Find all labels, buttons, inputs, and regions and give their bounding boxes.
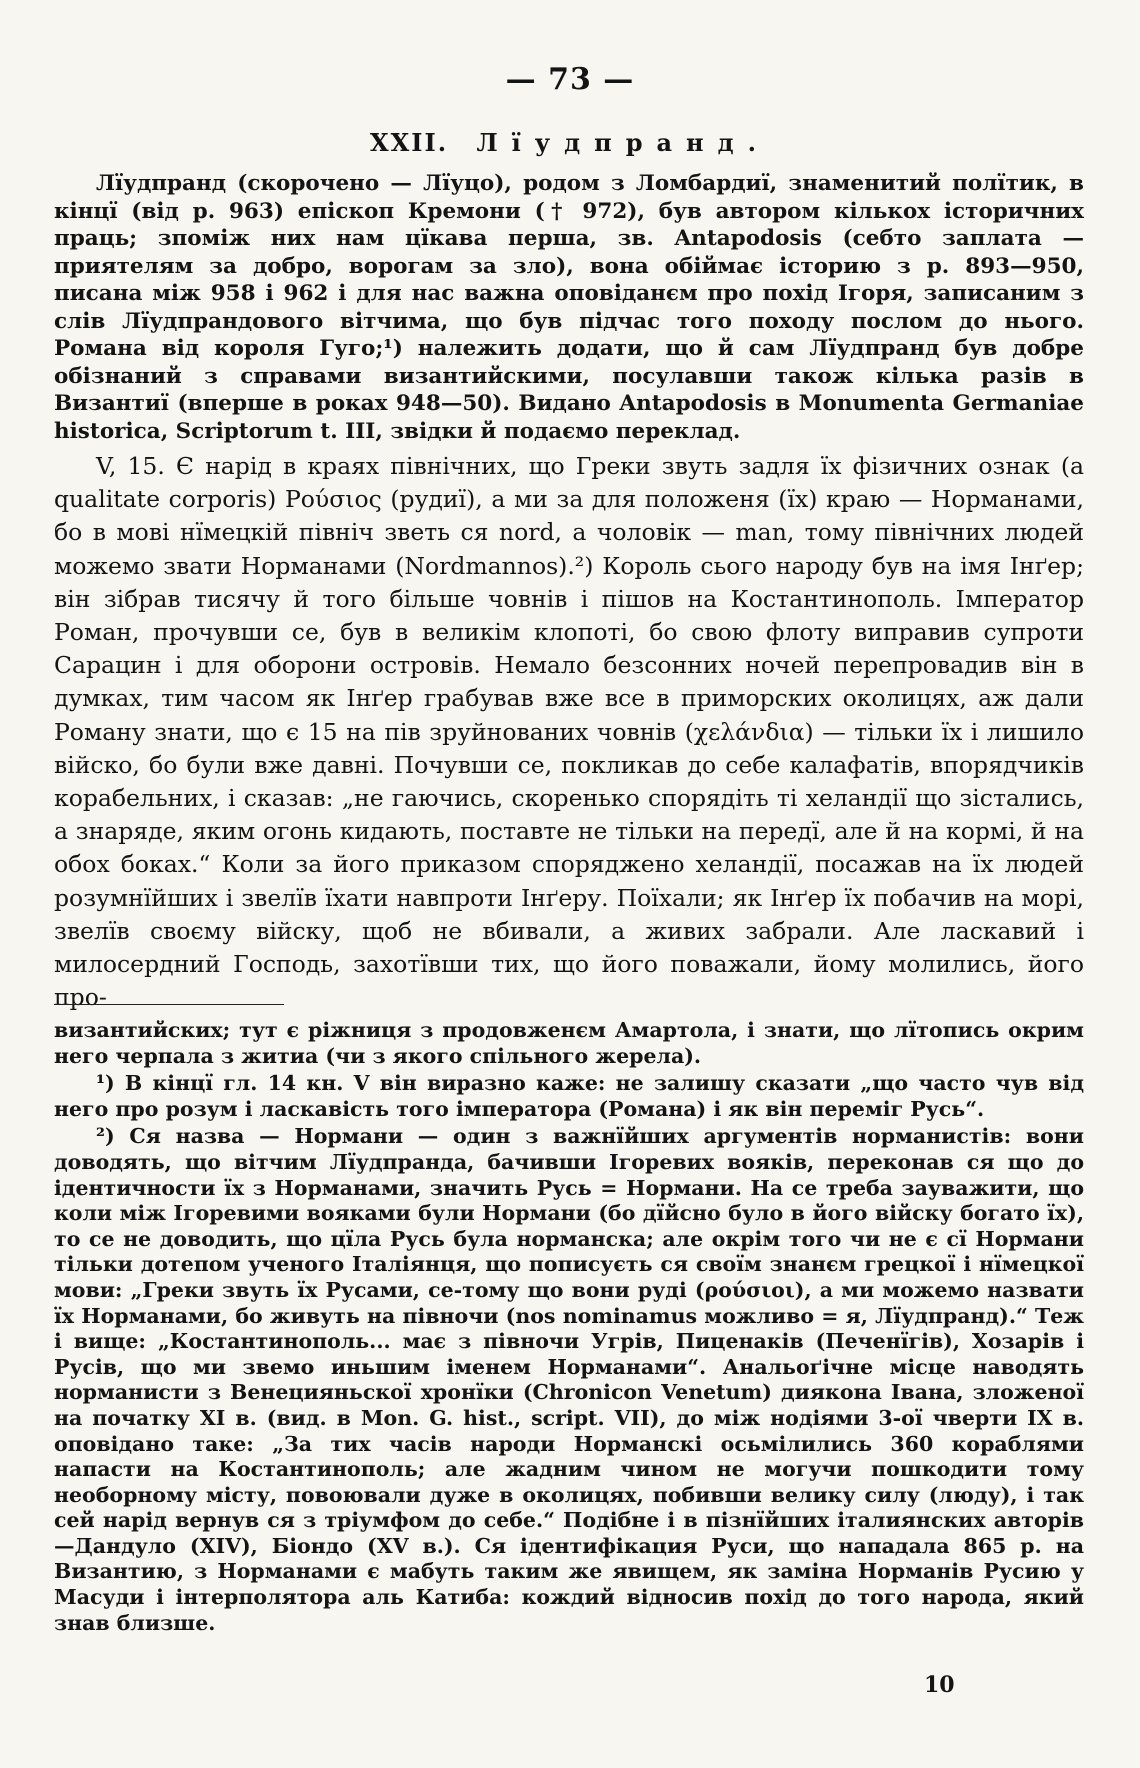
signature-mark: 10 <box>924 1672 955 1698</box>
intro-paragraph: Лїудпранд (скорочено — Лїуцо), родом з Ломбардиї, знаменитий полїтик, в кінцї (від р. 963) епіскоп Кремони († 972), був автором кількох історичних праць; зпоміж них нам цїкава перша, зв. Antapodosis (себто заплата — приятелям за добро, ворогам за зло), вона обіймає історию з р. 893—950, писана між 958 і 962 і для нас важна оповіданєм про похід Ігоря, записаним з слів Лїудпрандового вітчима, що був підчас того походу послом до нього. Романа від короля Гуго;¹) належить додати, що й сам Лїудпранд був добре обізнаний з справами византийскими, посулавши також кілька разів в Византиї (вперше в роках 948—50). Видано Antapodosis в Monumenta Germaniae historica, Scriptorum t. III, звідки й подаємо переклад. <box>54 171 1084 444</box>
footnote-divider <box>54 1004 284 1005</box>
page-number: — 73 — <box>505 62 635 97</box>
main-text-paragraph: V, 15. Є нарід в краях північних, що Греки звуть задля їх фізичних ознак (a qualitate corporis) Ρούσιος (рудиї), а ми за для положеня (їх) краю — Норманами, бо в мові нїмецкій північ зветь ся nord, а чоловік — man, тому північних людей можемо звати Норманами (Nordmannos).²) Король сього народу був на імя Інґер; він зібрав тисячу й того більше човнів і пішов на Костантинополь. Імператор Роман, прочувши се, був в великім клопоті, бо свою флоту виправив супроти Сарацин і для оборони островів. Немало безсонних ночей перепровадив він в думках, тим часом як Інґер грабував вже все в приморских околицях, аж дали Роману знати, що є 15 на пів зруйнованих човнів (χελάνδια) — тільки їх і лишило війско, бо були вже давні. Почувши се, покликав до себе калафатів, впорядчиків корабельних, і сказав: „не гаючись, скоренько спорядіть ті хеландії що зістались, а знаряде, яким огонь кидають, поставте не тільки на передї, але й на кормі, й на обох боках.“ Коли за його приказом споряджено хеландії, посажав на їх людей розумнїйших і звелїв їхати навпроти Інґеру. Поїхали; як Інґер їх побачив на морі, звелїв своєму війску, щоб не вбивали, а живих забрали. Але ласкавий і милосердний Господь, захотївши тих, що його поважали, йому молились, його про- <box>54 452 1084 1012</box>
footnotes <box>54 1018 1084 1638</box>
chapter-title: Лїудпранд. <box>476 128 770 157</box>
footnote-2: ²) Ся назва — Нормани — один з важнїйших аргументів норманистів: вони доводять, що вітчим Лїудпранда, бачивши Ігоревих вояків, переконав ся що до ідентичности їх з Норманами, значить Русь = Нормани. На се треба зауважити, що коли між Ігоревими вояками були Нормани (бо дїйсно було в його війску богато їх), то се не доводить, що цїла Русь була норманска; але окрім того чи не є сї Нормани тільки дотепом ученого Італіянця, що пописуєть ся своїм знанєм грецкої і нїмецкої мови: „Греки звуть їх Русами, се-тому що вони руді (ρούσιοι), а ми можемо назвати їх Норманами, бо живуть на півночи (nos nominamus можливо = я, Лїудпранд).“ Теж і вище: „Костантинополь... має з півночи Угрів, Пиценаків (Печенїгів), Хозарів і Русів, що ми звемо иньшим іменем Норманами“. Анальоґічне місце наводять норманисти з Венецияньскої хронїки (Chronicon Venetum) дияконa Івана, зложеної на початку XI в. (вид. в Mon. G. hist., script. VII), до між нодіями 3-ої чверти IX в. оповідано таке: „За тих часів народи Норманскі осьмілились 360 кораблями напасти на Костантинополь; але жадним чином не могучи пошкодити тому необорному місту, повоювали дуже в околицях, побивши велику силу (люду), і так сей нарід вернув ся з тріумфом до себе.“ Подібне і в пізнїйших італиянских авторів—Дандуло (XIV), Біондо (XV в.). Ся ідентифікация Руси, що нападала 865 р. на Византию, з Норманами є мабуть таким же явищем, як заміна Норманів Русию у Масуди і інтерполятора аль Катиба: кождий відносив похід до того народа, який знав близше. <box>54 1124 1084 1635</box>
footnote-1: ¹) В кінцї гл. 14 кн. V він виразно каже: не залишу сказати „що часто чув від него про розум і ласкавість того імператора (Романа) і як він переміг Русь“. <box>54 1071 1084 1121</box>
chapter-heading <box>0 128 1140 157</box>
footnote-continuation: византийских; тут є ріжниця з продовженєм Амартола, і знати, що лїтопись окрим него черпала з житиа (чи з якого спільного жерела). <box>54 1018 1084 1068</box>
chapter-number: XXII. <box>370 128 449 157</box>
